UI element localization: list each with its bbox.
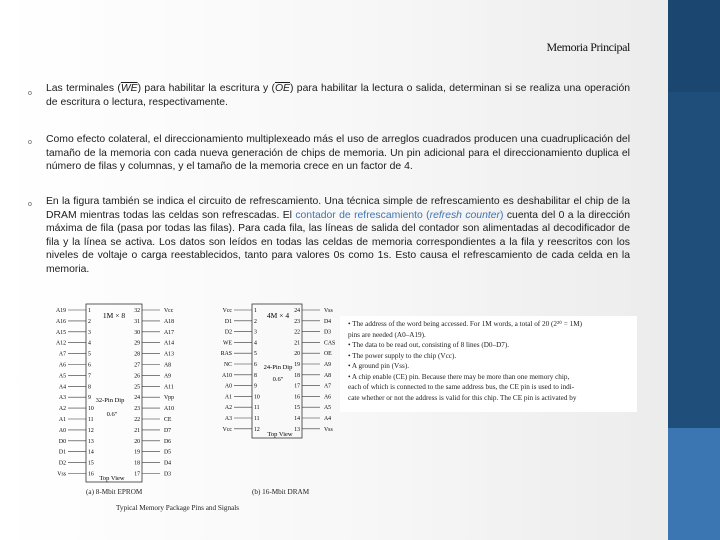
- eprom-right-pin-number: 23: [134, 406, 140, 413]
- eprom-capacity-label: 1M × 8: [102, 311, 126, 320]
- dram-left-pin-number: 9: [254, 383, 257, 390]
- eprom-left-pin-name: Vss: [57, 471, 66, 478]
- eprom-left-pin-number: 4: [88, 340, 91, 347]
- dram-right-pin-name: Vss: [324, 308, 333, 314]
- dram-left-pin-name: D1: [224, 318, 232, 325]
- dram-left-pin-name: WE: [222, 340, 232, 347]
- eprom-right-pin-name: Vpp: [164, 395, 174, 402]
- oe-signal: $\overline{OE}$: [274, 83, 290, 94]
- eprom-left-pin-number: 7: [88, 373, 91, 380]
- paragraph-3: En la figura también se indica el circuito de refrescamiento. Una técnica simple de refrescamiento es deshabilitar el chip de la DRAM mientras todas las celdas son refrescadas. El contador de refrescamiento (refresh counter) cuenta del 0 a la dirección máxima de fila (pasa por todas las filas). Para cada fila, las líneas de salida del contador son alimentadas al decodificador de fila y la línea se activa. Los datos son leídos en todas las celdas de memoria correspondientes a la fila y reescritos con los niveles de voltaje o carga reestablecidos, tanto para valores 0s como 1s. Esto causa el refrescamiento de cada celda en la memoria.: [46, 196, 630, 275]
- dram-left-pin-number: 12: [254, 426, 260, 433]
- pin-note-line: • A ground pin (Vss).: [348, 362, 410, 370]
- eprom-right-pin-number: 18: [134, 460, 140, 467]
- dram-right-pin-number: 18: [294, 372, 300, 379]
- pin-note-line: each of which is connected to the same address bus, the CE pin is used to indi-: [348, 383, 575, 391]
- dram-right-pin-number: 22: [294, 329, 300, 336]
- dram-right-pin-number: 21: [294, 340, 300, 347]
- dram-right-pin-number: 14: [294, 416, 300, 422]
- eprom-left-pin-number: 1: [88, 308, 91, 314]
- eprom-left-pin-name: A6: [58, 362, 66, 369]
- dram-right-pin-name: A8: [324, 372, 332, 379]
- eprom-right-pin-number: 21: [134, 427, 140, 434]
- dram-right-pin-number: 20: [294, 351, 300, 358]
- dram-left-pin-number: 6: [254, 362, 257, 368]
- dram-right-pin-name: Vss: [324, 426, 333, 433]
- eprom-right-pin-number: 29: [134, 340, 140, 347]
- dram-right-pin-number: 15: [294, 405, 300, 412]
- eprom-left-pin-name: D0: [58, 438, 66, 445]
- eprom-right-pin-number: 26: [134, 373, 140, 380]
- figure-caption: Typical Memory Package Pins and Signals: [116, 504, 240, 512]
- dram-left-pin-number: 10: [254, 394, 260, 401]
- dram-right-pin-number: 19: [294, 362, 300, 368]
- pin-note-line: cate whether or not the address is valid for this chip. The CE pin is activated by: [348, 393, 577, 402]
- eprom-right-pin-name: Vcc: [164, 308, 174, 314]
- eprom-caption: (a) 8-Mbit EPROM: [86, 488, 143, 496]
- eprom-left-pin-name: A4: [58, 384, 66, 391]
- dram-left-pin-name: A1: [224, 394, 232, 401]
- dram-left-pin-name: NC: [223, 362, 232, 368]
- eprom-left-pin-number: 12: [88, 427, 94, 434]
- dram-left-pin-number: 2: [254, 318, 257, 325]
- eprom-right-pin-name: D3: [164, 471, 172, 478]
- eprom-right-pin-number: 30: [134, 329, 140, 336]
- eprom-left-pin-number: 2: [88, 318, 91, 325]
- eprom-right-pin-number: 32: [134, 308, 140, 314]
- dram-chip-diagram: [221, 304, 336, 438]
- eprom-right-pin-number: 27: [134, 362, 140, 369]
- dram-left-pin-number: 11: [254, 416, 260, 422]
- bullet-2: o: [28, 139, 32, 146]
- dram-right-pin-name: A9: [324, 362, 332, 368]
- dram-left-pin-name: D2: [224, 329, 232, 336]
- eprom-package-label: 32-Pin Dip: [95, 397, 125, 404]
- dram-right-pin-number: 24: [294, 308, 300, 314]
- dram-right-pin-name: CAS: [324, 340, 336, 347]
- eprom-left-pin-name: A3: [58, 395, 66, 402]
- dram-package-label: 24-Pin Dip: [263, 364, 293, 371]
- eprom-left-pin-name: A19: [56, 308, 66, 314]
- eprom-left-pin-name: D2: [58, 460, 66, 467]
- eprom-left-pin-name: A0: [58, 427, 66, 434]
- dram-left-pin-number: 11: [254, 405, 260, 412]
- dram-left-pin-name: A0: [224, 383, 232, 390]
- eprom-right-pin-name: A18: [164, 318, 174, 325]
- dram-left-pin-name: A2: [224, 405, 232, 412]
- eprom-left-pin-name: A2: [58, 406, 66, 413]
- eprom-right-pin-name: A17: [164, 329, 174, 336]
- eprom-left-pin-name: A7: [58, 351, 66, 358]
- dram-right-pin-number: 17: [294, 383, 300, 390]
- eprom-view-label: Top View: [99, 475, 125, 482]
- eprom-right-pin-name: A13: [164, 351, 174, 358]
- eprom-left-pin-name: A1: [58, 417, 66, 423]
- dram-right-pin-name: A6: [324, 394, 332, 401]
- eprom-left-pin-number: 5: [88, 351, 91, 358]
- eprom-right-pin-number: 31: [134, 318, 140, 325]
- bullet-1: o: [28, 90, 32, 97]
- eprom-left-pin-name: A5: [58, 373, 66, 380]
- we-signal: $\overline{WE}$: [120, 83, 138, 94]
- pin-note-line: • A chip enable (CE) pin. Because there may be more than one memory chip,: [348, 372, 570, 381]
- dram-right-pin-number: 23: [294, 318, 300, 325]
- eprom-right-pin-number: 25: [134, 384, 140, 391]
- eprom-left-pin-name: A16: [56, 318, 66, 325]
- dram-right-pin-name: A7: [324, 383, 332, 390]
- dram-width-label: 0.6": [272, 376, 284, 383]
- eprom-left-pin-number: 8: [88, 384, 91, 391]
- eprom-right-pin-name: D7: [164, 427, 172, 434]
- eprom-left-pin-number: 11: [88, 417, 94, 423]
- eprom-right-pin-name: D4: [164, 460, 172, 467]
- dram-right-pin-name: OE: [324, 351, 332, 358]
- dram-left-pin-name: Vcc: [222, 426, 232, 433]
- dram-right-pin-name: D4: [324, 318, 332, 325]
- eprom-right-pin-name: D5: [164, 449, 172, 456]
- eprom-chip-diagram: [56, 304, 174, 482]
- refresh-counter-term: contador de refrescamiento (refresh counter): [295, 209, 504, 221]
- pin-note-line: pins are needed (A0–A19).: [348, 330, 426, 339]
- eprom-left-pin-number: 6: [88, 362, 91, 369]
- dram-left-pin-number: 4: [254, 340, 257, 347]
- eprom-right-pin-number: 22: [134, 417, 140, 423]
- eprom-left-pin-name: A12: [56, 340, 66, 347]
- eprom-width-label: 0.6": [106, 411, 118, 418]
- dram-caption: (b) 16-Mbit DRAM: [252, 488, 310, 496]
- dram-view-label: Top View: [267, 431, 293, 438]
- eprom-left-pin-number: 15: [88, 460, 94, 467]
- dram-right-pin-name: A5: [324, 405, 332, 412]
- eprom-left-pin-number: 10: [88, 406, 94, 413]
- eprom-right-pin-number: 28: [134, 351, 140, 358]
- dram-right-pin-number: 13: [294, 426, 300, 433]
- bullet-3: o: [28, 201, 32, 208]
- eprom-left-pin-number: 16: [88, 471, 94, 478]
- eprom-right-pin-name: A9: [164, 373, 172, 380]
- paragraph-1: Las terminales $(\overline{WE})$ para habilitar la escritura y $(\overline{OE})$ para habilitar la lectura o salida, determinan si se realiza una operación de escritura o lectura, respectivamente.: [46, 83, 630, 108]
- dram-left-pin-number: 3: [254, 329, 257, 336]
- dram-left-pin-number: 8: [254, 372, 257, 379]
- eprom-left-pin-number: 13: [88, 438, 94, 445]
- eprom-left-pin-number: 3: [88, 329, 91, 336]
- dram-left-pin-name: RAS: [220, 351, 232, 358]
- eprom-left-pin-number: 9: [88, 395, 91, 402]
- eprom-right-pin-number: 17: [134, 471, 140, 478]
- slide-title: Memoria Principal: [546, 40, 630, 54]
- eprom-right-pin-name: A10: [164, 406, 174, 413]
- dram-right-pin-number: 16: [294, 394, 300, 401]
- pin-note-line: • The address of the word being accessed. For 1M words, a total of 20 (2²⁰ = 1M): [348, 320, 583, 328]
- eprom-right-pin-name: A11: [164, 384, 174, 391]
- eprom-left-pin-number: 14: [88, 449, 94, 456]
- eprom-right-pin-name: D6: [164, 438, 172, 445]
- dram-left-pin-name: A3: [224, 416, 232, 422]
- pin-notes-box: [340, 316, 637, 412]
- dram-left-pin-name: Vcc: [222, 308, 232, 314]
- pin-note-line: • The data to be read out, consisting of 8 lines (D0–D7).: [348, 341, 510, 349]
- eprom-right-pin-name: CE: [164, 417, 172, 423]
- dram-right-pin-name: A4: [324, 416, 332, 422]
- eprom-left-pin-name: A15: [56, 329, 66, 336]
- dram-left-pin-number: 5: [254, 351, 257, 358]
- eprom-right-pin-name: A14: [164, 340, 174, 347]
- eprom-right-pin-number: 20: [134, 438, 140, 445]
- dram-left-pin-name: A10: [222, 372, 232, 379]
- dram-capacity-label: 4M × 4: [266, 311, 290, 320]
- pin-note-line: • The power supply to the chip (Vcc).: [348, 351, 457, 360]
- dram-left-pin-number: 1: [254, 308, 257, 314]
- eprom-right-pin-name: A8: [164, 362, 172, 369]
- eprom-right-pin-number: 19: [134, 449, 140, 456]
- dram-right-pin-name: D3: [324, 329, 332, 336]
- eprom-left-pin-name: D1: [58, 449, 66, 456]
- paragraph-2: Como efecto colateral, el direccionamiento multiplexeado más el uso de arreglos cuadrados producen una cuadruplicación del tamaño de la memoria con cada nueva generación de chips de memoria. Un pin adicional para el direccionamiento duplica el número de filas y columnas, y el tamaño de la memoria crece en un factor de 4.: [46, 134, 630, 173]
- eprom-right-pin-number: 24: [134, 395, 140, 402]
